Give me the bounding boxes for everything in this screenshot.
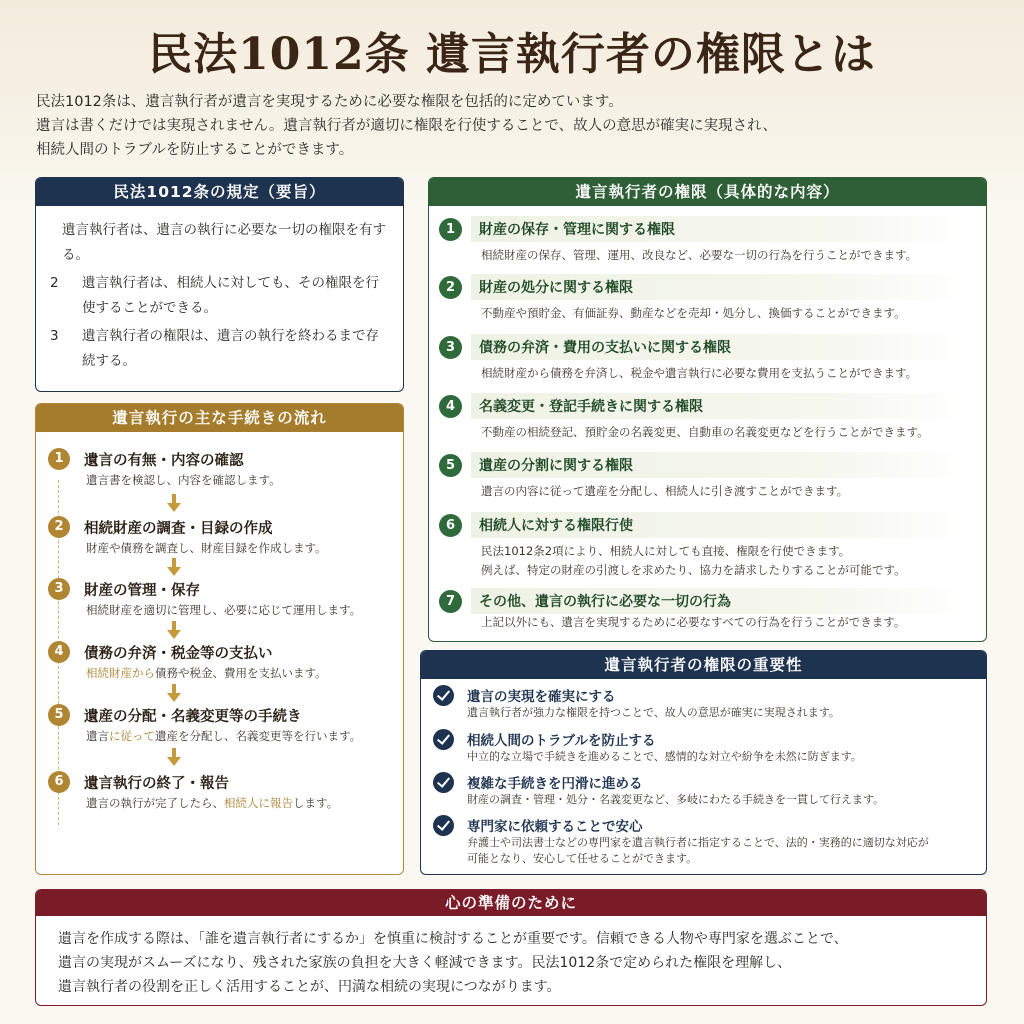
flow-heading: 遺言執行の主な手続きの流れ xyxy=(36,404,403,432)
power-desc-line: 例えば、特定の財産の引渡しを求めたり、協力を請求したりすることが可能です。 xyxy=(481,563,906,577)
power-desc xyxy=(481,482,848,501)
power-number: 1 xyxy=(439,218,462,241)
power-desc-line: 不動産の相続登記、預貯金の名義変更、自動車の名義変更などを行うことができます。 xyxy=(481,425,929,439)
importance-desc-line: 可能となり、安心して任せることができます。 xyxy=(467,852,698,865)
flow-step-desc-highlight: 相続人に報告 xyxy=(224,796,293,810)
prep-heading: 心の準備のために xyxy=(36,890,986,916)
prep-line: 遺言執行者の役割を正しく活用することが、円満な相続の実現につながります。 xyxy=(58,979,561,995)
power-number: 4 xyxy=(439,395,462,418)
power-number: 3 xyxy=(439,336,462,359)
importance-desc-line: 中立的な立場で手続きを進めることで、感情的な対立や紛争を未然に防ぎます。 xyxy=(467,750,862,763)
provision-item xyxy=(50,324,389,374)
power-title: その他、遺言の執行に必要な一切の行為 xyxy=(479,594,731,610)
flow-step-desc xyxy=(86,795,338,811)
power-desc-line: 遺言の内容に従って遺産を分配し、相続人に引き渡すことができます。 xyxy=(481,484,849,498)
provision-text: 遺言執行者の権限は、遺言の執行を終わるまで存続する。 xyxy=(82,328,379,369)
prep-line: 遺言を作成する際は、「誰を遺言執行者にするか」を慎重に検討することが重要です。信頼できる人物や専門家を選ぶことで、 xyxy=(58,931,848,947)
flow-step-desc-text: 財産や債務を調査し、財産目録を作成します。 xyxy=(86,541,327,555)
down-arrow-icon xyxy=(167,558,181,576)
flow-step-desc-text: します。 xyxy=(293,796,339,810)
power-number: 7 xyxy=(439,590,462,613)
intro-line: 遺言は書くだけでは実現されません。遺言執行者が適切に権限を行使することで、故人の意思が確実に実現され、 xyxy=(36,118,777,134)
power-title: 財産の保存・管理に関する権限 xyxy=(479,222,675,238)
power-title: 遺産の分割に関する権限 xyxy=(479,458,633,474)
importance-desc-line: 遺言執行者が強力な権限を持つことで、故人の意思が確実に実現されます。 xyxy=(467,706,840,719)
power-desc xyxy=(481,304,906,323)
flow-step-desc xyxy=(86,665,327,681)
down-arrow-icon xyxy=(167,748,181,766)
flow-step-desc-highlight: 相続財産から xyxy=(86,666,155,680)
importance-desc xyxy=(467,705,840,721)
flow-step-desc-text: 相続財産を適切に管理し、必要に応じて運用します。 xyxy=(86,603,362,617)
check-circle-icon xyxy=(433,729,454,750)
power-desc xyxy=(481,542,906,580)
flow-step-desc-text: 遺言書を検認し、内容を確認します。 xyxy=(86,473,281,487)
check-circle-icon xyxy=(433,772,454,793)
power-desc-line: 相続財産から債務を弁済し、税金や遺言執行に必要な費用を支払うことができます。 xyxy=(481,366,918,380)
flow-step-title: 財産の管理・保存 xyxy=(84,583,200,599)
flow-step-desc-text: 債務や税金、費用を支払います。 xyxy=(155,666,327,680)
provision-item xyxy=(50,218,389,268)
flow-step-title: 遺産の分配・名義変更等の手続き xyxy=(84,709,302,725)
flow-step-number: 3 xyxy=(48,578,70,600)
power-title: 債務の弁済・費用の支払いに関する権限 xyxy=(479,340,731,356)
importance-title: 遺言の実現を確実にする xyxy=(467,689,616,705)
power-title: 相続人に対する権限行使 xyxy=(479,518,633,534)
flow-step-desc xyxy=(86,540,327,556)
powers-panel xyxy=(428,177,987,642)
flow-step-desc-text: 遺産を分配し、名義変更等を行います。 xyxy=(155,729,362,743)
power-desc-line: 不動産や預貯金、有価証券、動産などを売却・処分し、換価することができます。 xyxy=(481,306,906,320)
down-arrow-icon xyxy=(167,621,181,639)
importance-desc-line: 財産の調査・管理・処分・名義変更など、多岐にわたる手続きを一貫して行えます。 xyxy=(467,793,885,806)
powers-heading: 遺言執行者の権限（具体的な内容） xyxy=(429,178,986,206)
flow-step-desc-highlight: に従って xyxy=(109,729,155,743)
provision-panel xyxy=(35,177,404,392)
power-number: 6 xyxy=(439,514,462,537)
flow-step-number: 5 xyxy=(48,704,70,726)
prep-panel xyxy=(35,889,987,1006)
power-desc xyxy=(481,423,929,442)
flow-step-desc xyxy=(86,728,361,744)
importance-desc xyxy=(467,792,884,808)
power-desc-line: 民法1012条2項により、相続人に対しても直接、権限を行使できます。 xyxy=(481,544,851,558)
flow-step-title: 遺言執行の終了・報告 xyxy=(84,776,229,792)
importance-title: 複雑な手続きを円滑に進める xyxy=(467,776,643,792)
down-arrow-icon xyxy=(167,684,181,702)
provision-number: 3 xyxy=(50,328,59,344)
prep-text xyxy=(36,916,986,999)
check-circle-icon xyxy=(433,815,454,836)
importance-panel xyxy=(420,650,987,875)
flow-step-number: 6 xyxy=(48,771,70,793)
power-title: 名義変更・登記手続きに関する権限 xyxy=(479,399,703,415)
power-title: 財産の処分に関する権限 xyxy=(479,280,633,296)
power-number: 5 xyxy=(439,454,462,477)
importance-desc-line: 弁護士や司法書士などの専門家を遺言執行者に指定することで、法的・実務的に適切な対応が xyxy=(467,836,929,849)
intro-line: 相続人間のトラブルを防止することができます。 xyxy=(36,142,354,158)
check-circle-icon xyxy=(433,685,454,706)
flow-step-title: 債務の弁済・税金等の支払い xyxy=(84,646,273,662)
importance-desc xyxy=(467,835,929,867)
provision-text: 遺言執行者は、相続人に対しても、その権限を行使することができる。 xyxy=(82,275,379,316)
intro-line: 民法1012条は、遺言執行者が遺言を実現するために必要な権限を包括的に定めています。 xyxy=(36,94,623,110)
provision-text: 遺言執行者は、遺言の執行に必要な一切の権限を有する。 xyxy=(62,222,386,263)
power-desc-line: 相続財産の保存、管理、運用、改良など、必要な一切の行為を行うことができます。 xyxy=(481,248,918,262)
flow-step-desc xyxy=(86,472,281,488)
provision-item xyxy=(50,271,389,321)
page-title: 民法1012条 遺言執行者の権限とは xyxy=(148,29,876,80)
flow-panel xyxy=(35,403,404,875)
power-number: 2 xyxy=(439,276,462,299)
flow-step-number: 2 xyxy=(48,516,70,538)
flow-step-title: 相続財産の調査・目録の作成 xyxy=(84,521,273,537)
power-desc xyxy=(481,246,917,265)
flow-step-desc-text: 遺言 xyxy=(86,729,109,743)
importance-heading: 遺言執行者の権限の重要性 xyxy=(421,651,986,679)
importance-title: 専門家に依頼することで安心 xyxy=(467,819,643,835)
flow-step-number: 1 xyxy=(48,448,70,470)
flow-step-desc xyxy=(86,602,361,618)
provision-list xyxy=(36,206,403,374)
importance-title: 相続人間のトラブルを防止する xyxy=(467,733,656,749)
power-desc xyxy=(481,613,905,632)
prep-line: 遺言の実現がスムーズになり、残された家族の負担を大きく軽減できます。民法1012条で定められた権限を理解し、 xyxy=(58,955,792,971)
power-desc-line: 上記以外にも、遺言を実現するために必要なすべての行為を行うことができます。 xyxy=(481,615,906,629)
provision-number: 2 xyxy=(50,275,59,291)
flow-step-desc-text: 遺言の執行が完了したら、 xyxy=(86,796,224,810)
flow-step-number: 4 xyxy=(48,641,70,663)
intro-text xyxy=(36,90,996,162)
provision-heading: 民法1012条の規定（要旨） xyxy=(36,178,403,206)
down-arrow-icon xyxy=(167,494,181,512)
importance-desc xyxy=(467,749,862,765)
flow-step-title: 遺言の有無・内容の確認 xyxy=(84,453,244,469)
power-desc xyxy=(481,364,917,383)
